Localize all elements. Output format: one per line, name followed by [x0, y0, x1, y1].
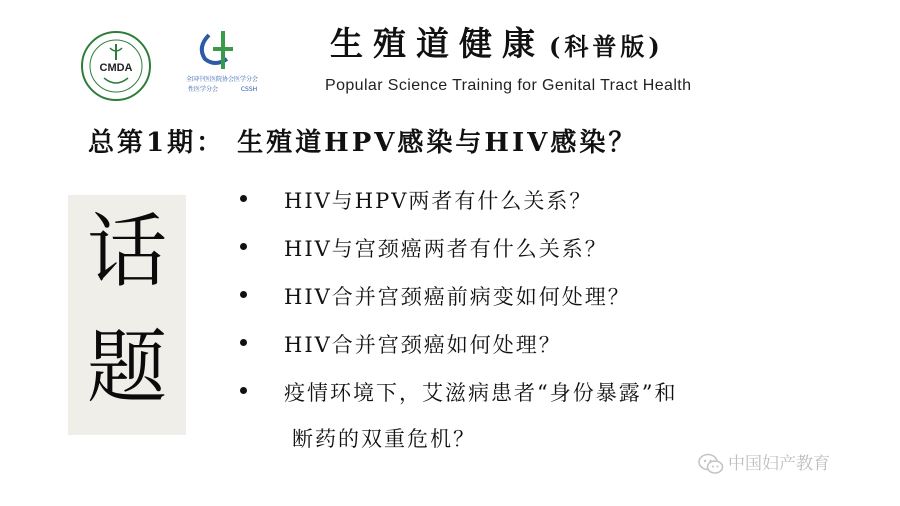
- bullet-dot: [240, 243, 247, 250]
- wechat-icon: [698, 452, 724, 476]
- bullet-dot: [240, 339, 247, 346]
- bullet-dot: [240, 195, 247, 202]
- topic-box: [68, 195, 186, 435]
- header-title: [330, 18, 664, 65]
- issue-title: 总第1期： 生殖道HPV感染与HIV感染？: [88, 128, 638, 158]
- bullet-text: HIV与HPV两者有什么关系？: [284, 189, 593, 213]
- bullet-text: HIV与宫颈癌两者有什么关系？: [284, 237, 608, 261]
- bullet-text: HIV合并宫颈癌前病变如何处理？: [284, 285, 631, 309]
- bullet-dot: [240, 387, 247, 394]
- bullet-text: HIV合并宫颈癌如何处理？: [284, 333, 562, 357]
- watermark-text: 中国妇产教育: [728, 454, 830, 474]
- topic-char-1: 话: [87, 205, 167, 298]
- header-title-badge: (科普版): [549, 32, 664, 61]
- csh-logo: [175, 25, 270, 105]
- header-subtitle: Popular Science Training for Genital Tract Health: [325, 77, 692, 94]
- bullet-text: 疫情环境下，艾滋病患者“身份暴露”和: [284, 381, 678, 405]
- csh-logo-line2: 性医学分会: [187, 86, 219, 93]
- watermark: [728, 452, 830, 476]
- csh-logo-abbr: CSSH: [240, 86, 258, 93]
- header-title-main: 生殖道健康: [330, 24, 545, 63]
- bullet-dot: [240, 291, 247, 298]
- topic-char-2: 题: [87, 321, 167, 414]
- cmda-logo: [80, 30, 152, 102]
- bullet-continuation: 断药的双重危机？: [292, 427, 476, 451]
- cmda-logo-text: CMDA: [99, 62, 133, 74]
- csh-logo-line1: 全国中医医院协会医学分会: [185, 76, 259, 83]
